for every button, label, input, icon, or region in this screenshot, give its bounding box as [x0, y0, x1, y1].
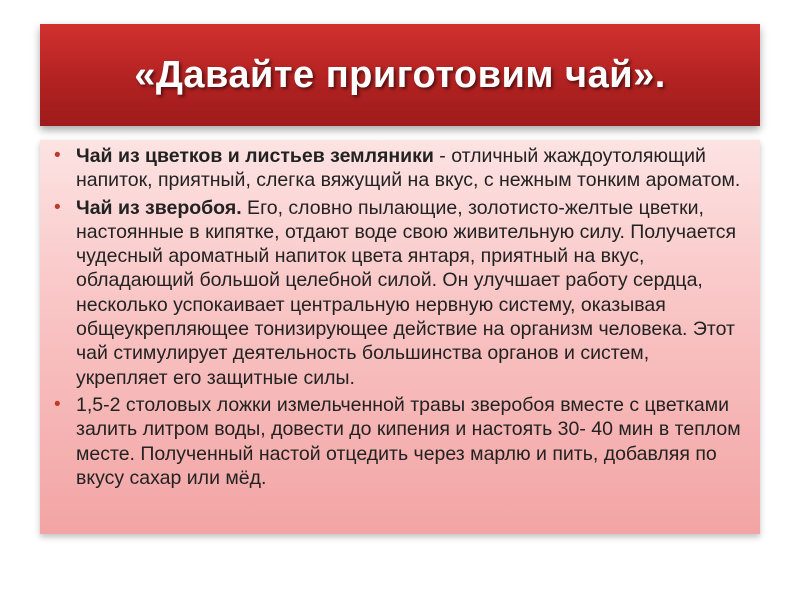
bullet-lead: Чай из зверобоя. [76, 196, 242, 219]
bullet-lead: Чай из цветков и листьев земляники [76, 145, 434, 167]
list-item [54, 196, 746, 390]
bullet-list [54, 144, 746, 493]
bullet-text: 1,5-2 столовых ложки измельченной травы зверобоя вместе с цветками залить литром воды, довести до кипения и настоять 30- 40 мин в теплом месте. Полученный настой отцедить через марлю и пить, добавляя по вкусу сахар или мёд. [76, 393, 741, 489]
bullet-icon: • [54, 145, 61, 166]
title-banner [40, 24, 760, 126]
bullet-icon: • [54, 393, 61, 415]
slide-title: «Давайте приготовим чай». [134, 53, 666, 96]
list-item [54, 144, 746, 193]
list-item [54, 393, 746, 490]
bullet-text: - отличный жаждоутоляющий напиток, приятный, слегка вяжущий на вкус, с нежным тонким ароматом. [76, 145, 741, 192]
bullet-text: Его, словно пылающие, золотисто-желтые цветки, настоянные в кипятке, отдают воде свою живительную силу. Получается чудесный ароматный напиток цвета янтаря, приятный на вкус, обладающий большой целебной силой. Он улучшает работу сердца, несколько успокаивает центральную нервную систему, оказывая общеукрепляющее тонизирующее действие на организм человека. Этот чай стимулирует деятельность большинства органов и систем, укрепляет его защитные силы. [76, 196, 737, 389]
bullet-icon: • [54, 196, 61, 218]
